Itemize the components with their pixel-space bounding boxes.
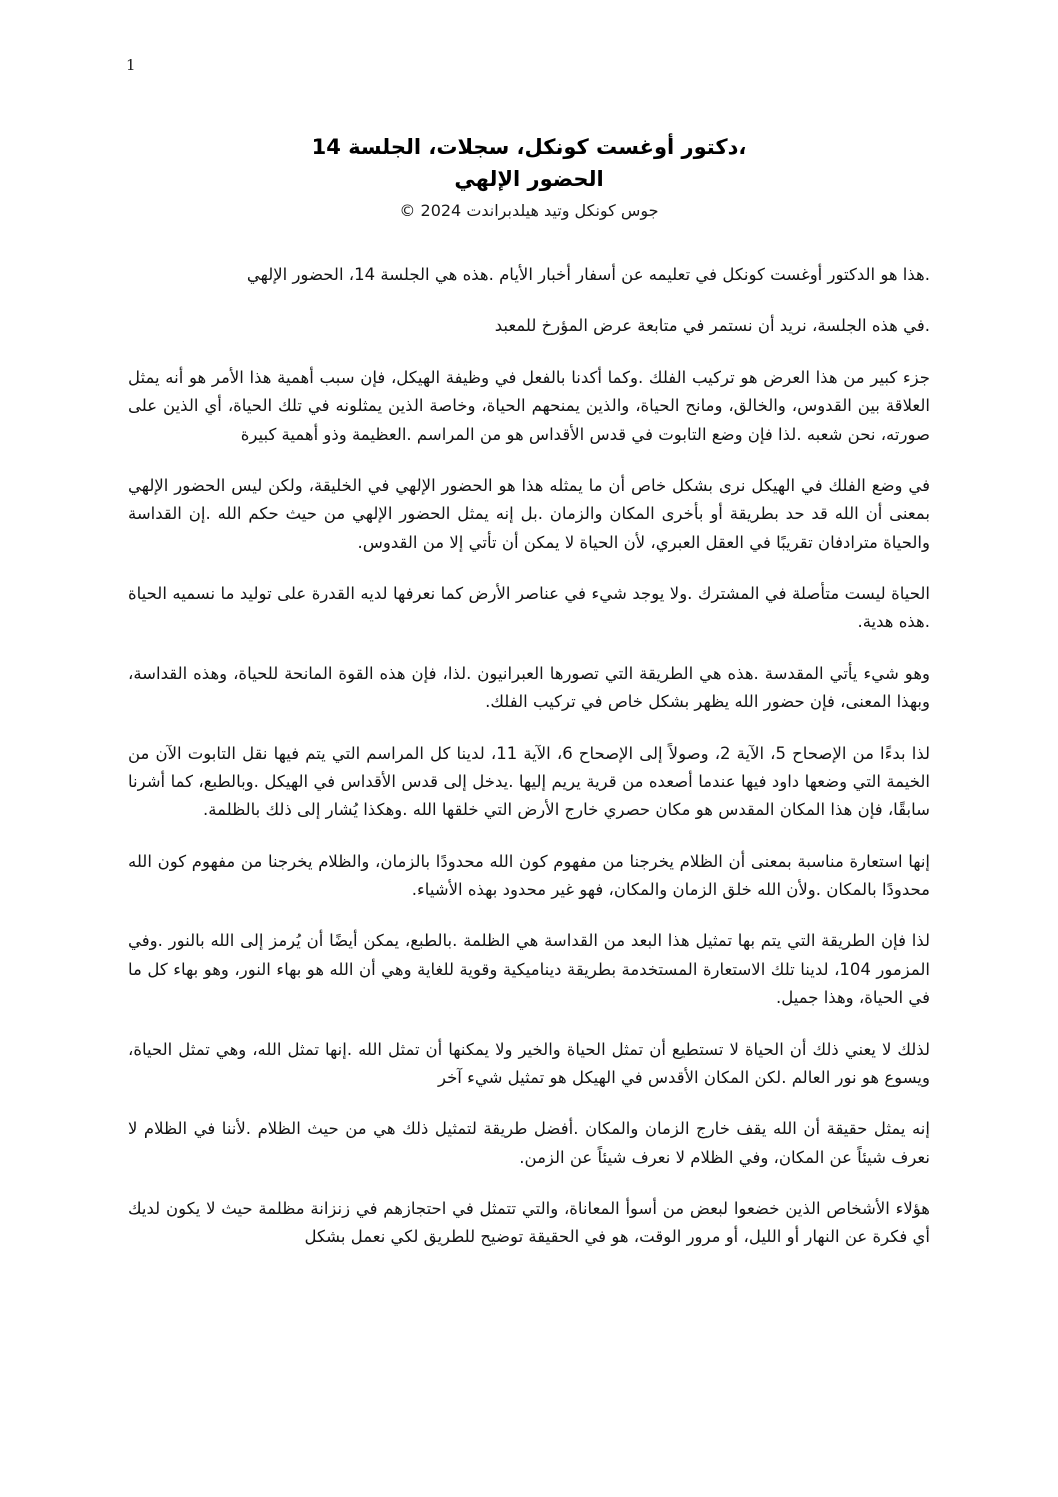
document-body <box>128 132 930 1275</box>
document-title-line-1: ،دكتور أوغست كونكل، سجلات، الجلسة 14 <box>311 135 747 159</box>
document-title-line-2: الحضور الإلهي <box>454 166 604 191</box>
paragraph: الحياة ليست متأصلة في المشترك .ولا يوجد شيء في عناصر الأرض كما نعرفها لديه القدرة على توليد ما نسميه الحياة .هذه هدية. <box>128 584 930 632</box>
paragraph: هؤلاء الأشخاص الذين خضعوا لبعض من أسوأ المعاناة، والتي تتمثل في احتجازهم في زنزانة مظلمة حيث لا يكون لديك أي فكرة عن النهار أو الليل، أو مرور الوقت، هو في الحقيقة توضيح للطريق لكي نعمل بشكل <box>128 1199 930 1247</box>
paragraph: لذلك لا يعني ذلك أن الحياة لا تستطيع أن تمثل الحياة والخير ولا يمكنها أن تمثل الله .إنها تمثل الله، وهي تمثل الحياة، ويسوع هو نور العالم .لكن المكان الأقدس في الهيكل هو تمثيل شيء آخر <box>128 1039 930 1087</box>
transcript-text <box>128 261 930 1252</box>
paragraph: لذا بدءًا من الإصحاح 5، الآية 2، وصولاً إلى الإصحاح 6، الآية 11، لدينا كل المراسم التي يتم فيها نقل التابوت الآن من الخيمة التي وضعها داود فيها عندما أصعده من قرية يريم إليها .يدخل إلى قدس الأقداس في الهيكل .وبالطبع، كما أشرنا سابقًا، فإن هذا المكان المقدس هو مكان حصري خارج الأرض التي خلقها الله .وهكذا يُشار إلى ذلك بالظلمة. <box>128 743 931 820</box>
paragraph: إنه يمثل حقيقة أن الله يقف خارج الزمان والمكان .أفضل طريقة لتمثيل ذلك هي من حيث الظلام .لأننا في الظلام لا نعرف شيئاً عن المكان، وفي الظلام لا نعرف شيئاً عن الزمن. <box>128 1119 930 1167</box>
paragraph: .في هذه الجلسة، نريد أن نستمر في متابعة عرض المؤرخ للمعبد <box>494 316 930 336</box>
page-number: 1 <box>126 56 136 74</box>
paragraph: وهو شيء يأتي المقدسة .هذه هي الطريقة التي تصورها العبرانيون .لذا، فإن هذه القوة المانحة للحياة، وهذه القداسة، وبهذا المعنى، فإن حضور الله يظهر بشكل خاص في تركيب الفلك. <box>128 663 930 712</box>
paragraph: إنها استعارة مناسبة بمعنى أن الظلام يخرجنا من مفهوم كون الله محدودًا بالزمان، والظلام يخرجنا من مفهوم كون الله محدودًا بالمكان .ولأن الله خلق الزمان والمكان، فهو غير محدود بهذه الأشياء. <box>128 851 930 899</box>
paragraph: جزء كبير من هذا العرض هو تركيب الفلك .وكما أكدنا بالفعل في وظيفة الهيكل، فإن سبب أهمية هذا الأمر هو أنه يمثل العلاقة بين القدوس، والخالق، ومانح الحياة، والذين يمنحهم الحياة، وخاصة الذين يمثلونه في تلك الحياة، أي الذين على صورته، نحن شعبه .لذا فإن وضع التابوت في قدس الأقداس هو من المراسم .العظيمة وذو أهمية كبيرة <box>128 367 930 444</box>
paragraph: في وضع الفلك في الهيكل نرى بشكل خاص أن ما يمثله هذا هو الحضور الإلهي في الخليقة، ولكن ليس الحضور الإلهي بمعنى أن الله قد حد بطريقة أو بأخرى المكان والزمان .بل إنه يمثل الحضور الإلهي من حيث حكم الله .إن القداسة والحياة مترادفان تقريبًا في العقل العبري، لأن الحياة لا يمكن أن تأتي إلا من القدوس. <box>128 475 930 552</box>
copyright-line: جوس كونكل وتيد هيلدبراندت 2024 © <box>399 201 659 220</box>
paragraph: لذا فإن الطريقة التي يتم بها تمثيل هذا البعد من القداسة هي الظلمة .بالطبع، يمكن أيضًا أن يُرمز إلى الله بالنور .وفي المزمور 104، لدينا تلك الاستعارة المستخدمة بطريقة ديناميكية وقوية للغاية وهي أن الله هو بهاء النور، وهو بهاء كل ما في الحياة، وهذا جميل. <box>128 931 930 1008</box>
paragraph: .هذا هو الدكتور أوغست كونكل في تعليمه عن أسفار أخبار الأيام .هذه هي الجلسة 14، الحضور الإلهي <box>246 265 930 284</box>
